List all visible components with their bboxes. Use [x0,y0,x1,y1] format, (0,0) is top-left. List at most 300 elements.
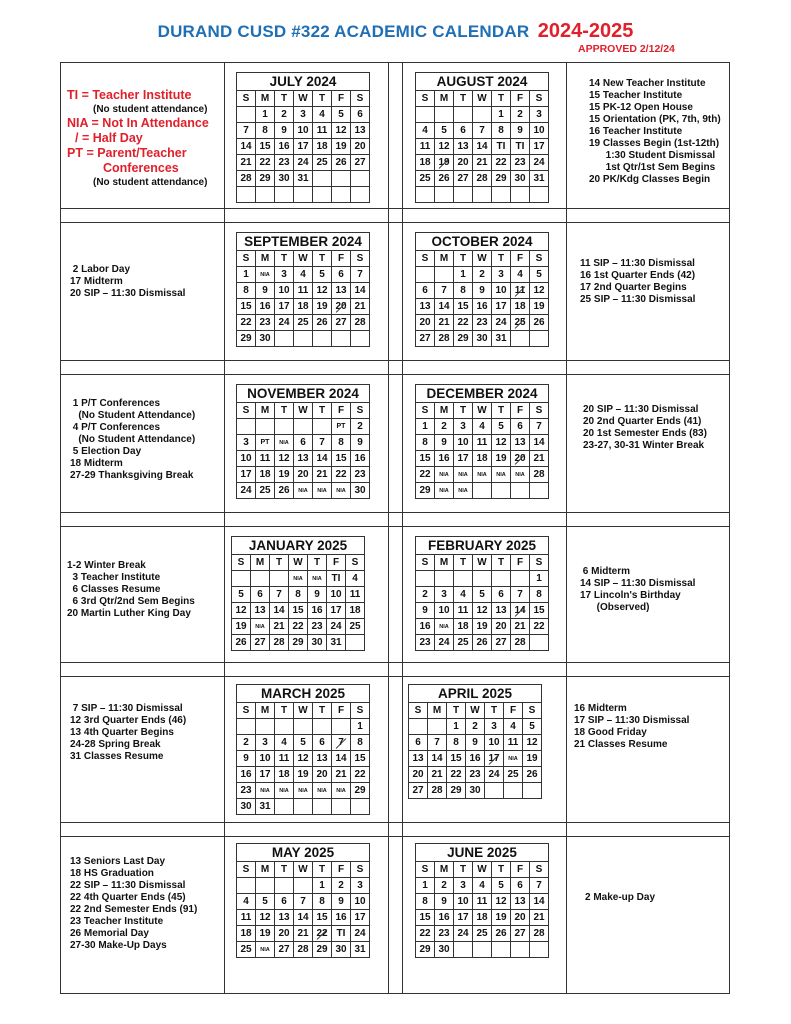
day-cell: 13 [294,451,313,467]
day-cell: 11 [294,283,313,299]
day-cell [492,571,511,587]
weekday-header: S [346,555,365,571]
day-cell: 11 [275,751,294,767]
day-cell [530,942,549,958]
day-cell: NIA [473,467,492,483]
note-line: (No Student Attendance) [70,410,196,421]
day-cell: 26 [232,635,251,651]
day-cell: 8 [530,587,549,603]
day-cell: 13 [454,139,473,155]
weekday-header: T [313,403,332,419]
month-title: APRIL 2025 [408,684,542,702]
weekday-header: W [466,703,485,719]
day-cell [256,878,275,894]
day-cell: 12 [530,283,549,299]
day-cell: 26 [530,315,549,331]
day-cell: 8 [313,894,332,910]
day-cell: 9 [416,603,435,619]
weekday-header: F [327,555,346,571]
month-title: MARCH 2025 [236,684,370,702]
day-cell: 28 [530,467,549,483]
weekday-header: W [294,703,313,719]
day-cell: 21 [473,155,492,171]
note-line: 27-30 Make-Up Days [70,940,167,951]
day-cell [454,187,473,203]
day-cell: 20 [275,926,294,942]
weekday-header: W [294,862,313,878]
day-cell [504,783,523,799]
day-cell: 11 [346,587,365,603]
day-cell: 27 [351,155,370,171]
note-line: 20 Martin Luther King Day [67,608,191,619]
day-cell: 17 [351,910,370,926]
day-cell: 19 [492,451,511,467]
day-cell: 3 [454,878,473,894]
day-cell: 6 [313,735,332,751]
day-cell: 8 [289,587,308,603]
day-cell: 26 [523,767,542,783]
day-cell [351,171,370,187]
month-calendar [236,684,370,815]
day-cell: 30 [351,483,370,499]
day-cell [313,799,332,815]
day-cell: 20 [511,910,530,926]
weekday-header: M [256,251,275,267]
day-cell: 15 [237,299,256,315]
day-cell: 10 [454,435,473,451]
day-cell: 27 [409,783,428,799]
day-cell [237,878,256,894]
note-line: 11 SIP – 11:30 Dismissal [580,258,695,269]
note-line: 6 Classes Resume [67,584,161,595]
day-cell: 30 [256,331,275,347]
day-cell: 20 [332,299,351,315]
day-cell: 18 [346,603,365,619]
day-cell: 6 [454,123,473,139]
day-cell [435,187,454,203]
note-line: 21 Classes Resume [574,739,668,750]
day-cell: 3 [256,735,275,751]
day-cell: 14 [435,299,454,315]
note-line: 19 Classes Begin (1st-12th) [589,138,720,149]
day-cell: 2 [237,735,256,751]
notes-jan [67,560,195,620]
day-cell: 16 [237,767,256,783]
weekday-header: M [256,862,275,878]
day-cell: NIA [492,467,511,483]
weekday-header: S [530,403,549,419]
day-cell: 25 [346,619,365,635]
day-cell [416,107,435,123]
day-cell [237,187,256,203]
day-cell: 12 [473,603,492,619]
day-cell: 12 [294,751,313,767]
note-line: 31 Classes Resume [70,751,164,762]
day-cell: 2 [351,419,370,435]
day-cell: 10 [454,894,473,910]
day-cell: 11 [511,283,530,299]
day-cell [270,571,289,587]
day-cell [237,719,256,735]
day-cell: 10 [327,587,346,603]
day-cell: 13 [351,123,370,139]
weekday-header: T [454,862,473,878]
note-line: 18 Midterm [70,458,123,469]
month-title: DECEMBER 2024 [415,384,549,402]
day-cell [313,187,332,203]
day-cell: 3 [294,107,313,123]
day-cell: 19 [332,139,351,155]
page-title [0,20,791,43]
notes-apr [574,703,689,751]
note-line: 17 2nd Quarter Begins [580,282,687,293]
day-cell: 19 [294,767,313,783]
day-cell: 15 [289,603,308,619]
day-cell: 5 [232,587,251,603]
divider [566,62,567,994]
note-line: 3 Teacher Institute [67,572,161,583]
day-cell: 9 [275,123,294,139]
weekday-header: S [530,555,549,571]
divider [60,222,730,223]
day-cell: 11 [473,435,492,451]
day-cell: 24 [237,483,256,499]
weekday-header: W [289,555,308,571]
day-cell [511,942,530,958]
day-cell: 16 [308,603,327,619]
day-cell: 15 [530,603,549,619]
day-cell: 5 [332,107,351,123]
day-cell: 24 [294,155,313,171]
day-cell: 2 [435,419,454,435]
day-cell: 6 [275,894,294,910]
day-cell: 3 [454,419,473,435]
day-cell: NIA [308,571,327,587]
day-cell: 1 [351,719,370,735]
weekday-header: W [473,862,492,878]
day-cell: 1 [416,878,435,894]
day-cell [473,483,492,499]
day-cell: 27 [416,331,435,347]
day-cell [275,878,294,894]
day-cell: 6 [416,283,435,299]
day-cell: 9 [511,123,530,139]
day-cell: 23 [351,467,370,483]
day-cell: 14 [428,751,447,767]
day-cell [237,107,256,123]
day-cell: 20 [313,767,332,783]
divider [60,512,730,513]
weekday-header: F [511,403,530,419]
day-cell: 16 [435,451,454,467]
day-cell: 8 [256,123,275,139]
day-cell: 18 [454,619,473,635]
divider [224,62,225,994]
weekday-header: S [351,251,370,267]
day-cell: 14 [511,603,530,619]
day-cell: NIA [435,483,454,499]
month-calendar [415,72,549,203]
day-cell: 29 [454,331,473,347]
day-cell: 15 [454,299,473,315]
weekday-header: F [332,862,351,878]
month-calendar [408,684,542,799]
day-cell: 29 [416,942,435,958]
day-cell: NIA [275,435,294,451]
day-cell [416,267,435,283]
note-line: 5 Election Day [70,446,142,457]
day-cell: 13 [511,894,530,910]
day-cell: 24 [275,315,294,331]
day-cell [473,107,492,123]
day-cell: 30 [275,171,294,187]
day-cell: 6 [492,587,511,603]
note-line: 1 P/T Conferences [70,398,161,409]
day-cell [485,783,504,799]
day-cell: 5 [473,587,492,603]
day-cell: 25 [237,942,256,958]
day-cell: 9 [435,894,454,910]
day-cell: 19 [232,619,251,635]
day-cell [251,571,270,587]
legend-item: PT = Parent/Teacher [67,146,187,160]
weekday-header: M [256,91,275,107]
day-cell: 18 [473,451,492,467]
note-line: (Observed) [580,602,650,613]
day-cell: 30 [511,171,530,187]
weekday-header: T [454,251,473,267]
day-cell: 20 [294,467,313,483]
day-cell: 21 [270,619,289,635]
day-cell: 9 [332,894,351,910]
day-cell: 4 [511,267,530,283]
day-cell [346,635,365,651]
day-cell: 25 [504,767,523,783]
weekday-header: T [313,703,332,719]
note-line: 6 Midterm [580,566,631,577]
day-cell: 16 [256,299,275,315]
day-cell: 22 [530,619,549,635]
day-cell: 13 [409,751,428,767]
day-cell: 29 [289,635,308,651]
day-cell: 12 [492,435,511,451]
day-cell [294,419,313,435]
day-cell: 24 [492,315,511,331]
note-line: 1:30 Student Dismissal [589,150,716,161]
day-cell: 29 [492,171,511,187]
weekday-header: T [447,703,466,719]
day-cell: 5 [492,878,511,894]
note-line: 4 P/T Conferences [70,422,161,433]
day-cell: 20 [454,155,473,171]
day-cell: 11 [454,603,473,619]
weekday-header: F [511,862,530,878]
day-cell: 8 [237,283,256,299]
day-cell: 5 [435,123,454,139]
day-cell: 7 [332,735,351,751]
day-cell: 13 [492,603,511,619]
weekday-header: F [511,91,530,107]
month-calendar [415,843,549,958]
weekday-header: S [416,403,435,419]
day-cell [523,783,542,799]
day-cell: NIA [313,483,332,499]
day-cell: 22 [416,467,435,483]
day-cell: NIA [256,783,275,799]
day-cell: 29 [351,783,370,799]
weekday-header: S [237,91,256,107]
day-cell [294,799,313,815]
weekday-header: F [511,251,530,267]
weekday-header: S [416,862,435,878]
note-line: 16 Midterm [574,703,627,714]
day-cell: 11 [504,735,523,751]
day-cell: NIA [256,267,275,283]
weekday-header: T [275,251,294,267]
day-cell: 22 [332,467,351,483]
day-cell: 11 [256,451,275,467]
note-line: 20 SIP – 11:30 Dismissal [583,404,699,415]
day-cell: 16 [416,619,435,635]
notes-mar [70,703,186,763]
day-cell: 3 [275,267,294,283]
day-cell: 19 [275,467,294,483]
weekday-header: S [530,91,549,107]
day-cell: 20 [351,139,370,155]
day-cell: 28 [270,635,289,651]
note-line: 20 1st Semester Ends (83) [583,428,707,439]
day-cell: 11 [237,910,256,926]
note-line: 15 PK-12 Open House [589,102,693,113]
day-cell: 26 [313,315,332,331]
day-cell: 14 [530,894,549,910]
day-cell [428,719,447,735]
weekday-header: F [332,703,351,719]
note-line: 23-27, 30-31 Winter Break [583,440,705,451]
weekday-header: S [416,555,435,571]
day-cell [351,331,370,347]
month-calendar [415,232,549,347]
note-line: 14 New Teacher Institute [589,78,706,89]
weekday-header: S [416,251,435,267]
day-cell [454,942,473,958]
weekday-header: F [332,403,351,419]
weekday-header: S [530,862,549,878]
month-calendar [236,72,370,203]
day-cell: 24 [454,926,473,942]
day-cell: 13 [416,299,435,315]
day-cell: 1 [256,107,275,123]
day-cell: 24 [485,767,504,783]
day-cell: NIA [511,467,530,483]
day-cell [256,187,275,203]
day-cell: 30 [466,783,485,799]
day-cell: 28 [473,171,492,187]
weekday-header: S [232,555,251,571]
day-cell: 16 [332,910,351,926]
day-cell: NIA [454,467,473,483]
day-cell: 28 [351,315,370,331]
note-line: 14 SIP – 11:30 Dismissal [580,578,696,589]
day-cell: 17 [492,299,511,315]
weekday-header: M [256,703,275,719]
day-cell: 11 [416,139,435,155]
weekday-header: S [351,403,370,419]
day-cell: 3 [530,107,549,123]
notes-feb [580,566,695,614]
divider [388,62,389,994]
note-line: 15 Orientation (PK, 7th, 9th) [589,114,721,125]
day-cell: 22 [447,767,466,783]
day-cell: 1 [416,419,435,435]
note-line: 18 Good Friday [574,727,647,738]
day-cell: 26 [275,483,294,499]
day-cell: 20 [511,451,530,467]
day-cell: 8 [416,894,435,910]
month-title: SEPTEMBER 2024 [236,232,370,250]
note-line: 13 4th Quarter Begins [70,727,174,738]
day-cell: 18 [256,467,275,483]
day-cell: TI [332,926,351,942]
day-cell: 7 [270,587,289,603]
day-cell: 3 [351,878,370,894]
day-cell: TI [492,139,511,155]
day-cell: 15 [447,751,466,767]
day-cell: 7 [435,283,454,299]
day-cell: 10 [435,603,454,619]
note-line: 22 SIP – 11:30 Dismissal [70,880,186,891]
day-cell: 1 [492,107,511,123]
legend-item: (No student attendance) [93,104,208,115]
day-cell: 13 [511,435,530,451]
note-line: 17 Midterm [70,276,123,287]
day-cell: 2 [511,107,530,123]
day-cell: 8 [332,435,351,451]
weekday-header: S [237,703,256,719]
day-cell: 15 [416,451,435,467]
day-cell [530,635,549,651]
day-cell: 6 [511,878,530,894]
day-cell: 12 [256,910,275,926]
day-cell: 4 [294,267,313,283]
day-cell: 30 [308,635,327,651]
notes-dec [583,404,707,452]
day-cell: 3 [435,587,454,603]
day-cell: 9 [435,435,454,451]
day-cell: 13 [251,603,270,619]
day-cell [473,571,492,587]
day-cell: 22 [351,767,370,783]
day-cell [294,719,313,735]
day-cell: 7 [351,267,370,283]
day-cell: 7 [473,123,492,139]
day-cell: 12 [435,139,454,155]
day-cell [294,878,313,894]
day-cell: 18 [473,910,492,926]
weekday-header: T [492,251,511,267]
day-cell: 6 [409,735,428,751]
day-cell [473,187,492,203]
day-cell: 27 [454,171,473,187]
notes-oct [580,258,695,306]
notes-sep [70,264,185,300]
day-cell: 6 [294,435,313,451]
day-cell: 21 [294,926,313,942]
day-cell [416,571,435,587]
month-title: JUNE 2025 [415,843,549,861]
day-cell: 21 [511,619,530,635]
month-title: MAY 2025 [236,843,370,861]
